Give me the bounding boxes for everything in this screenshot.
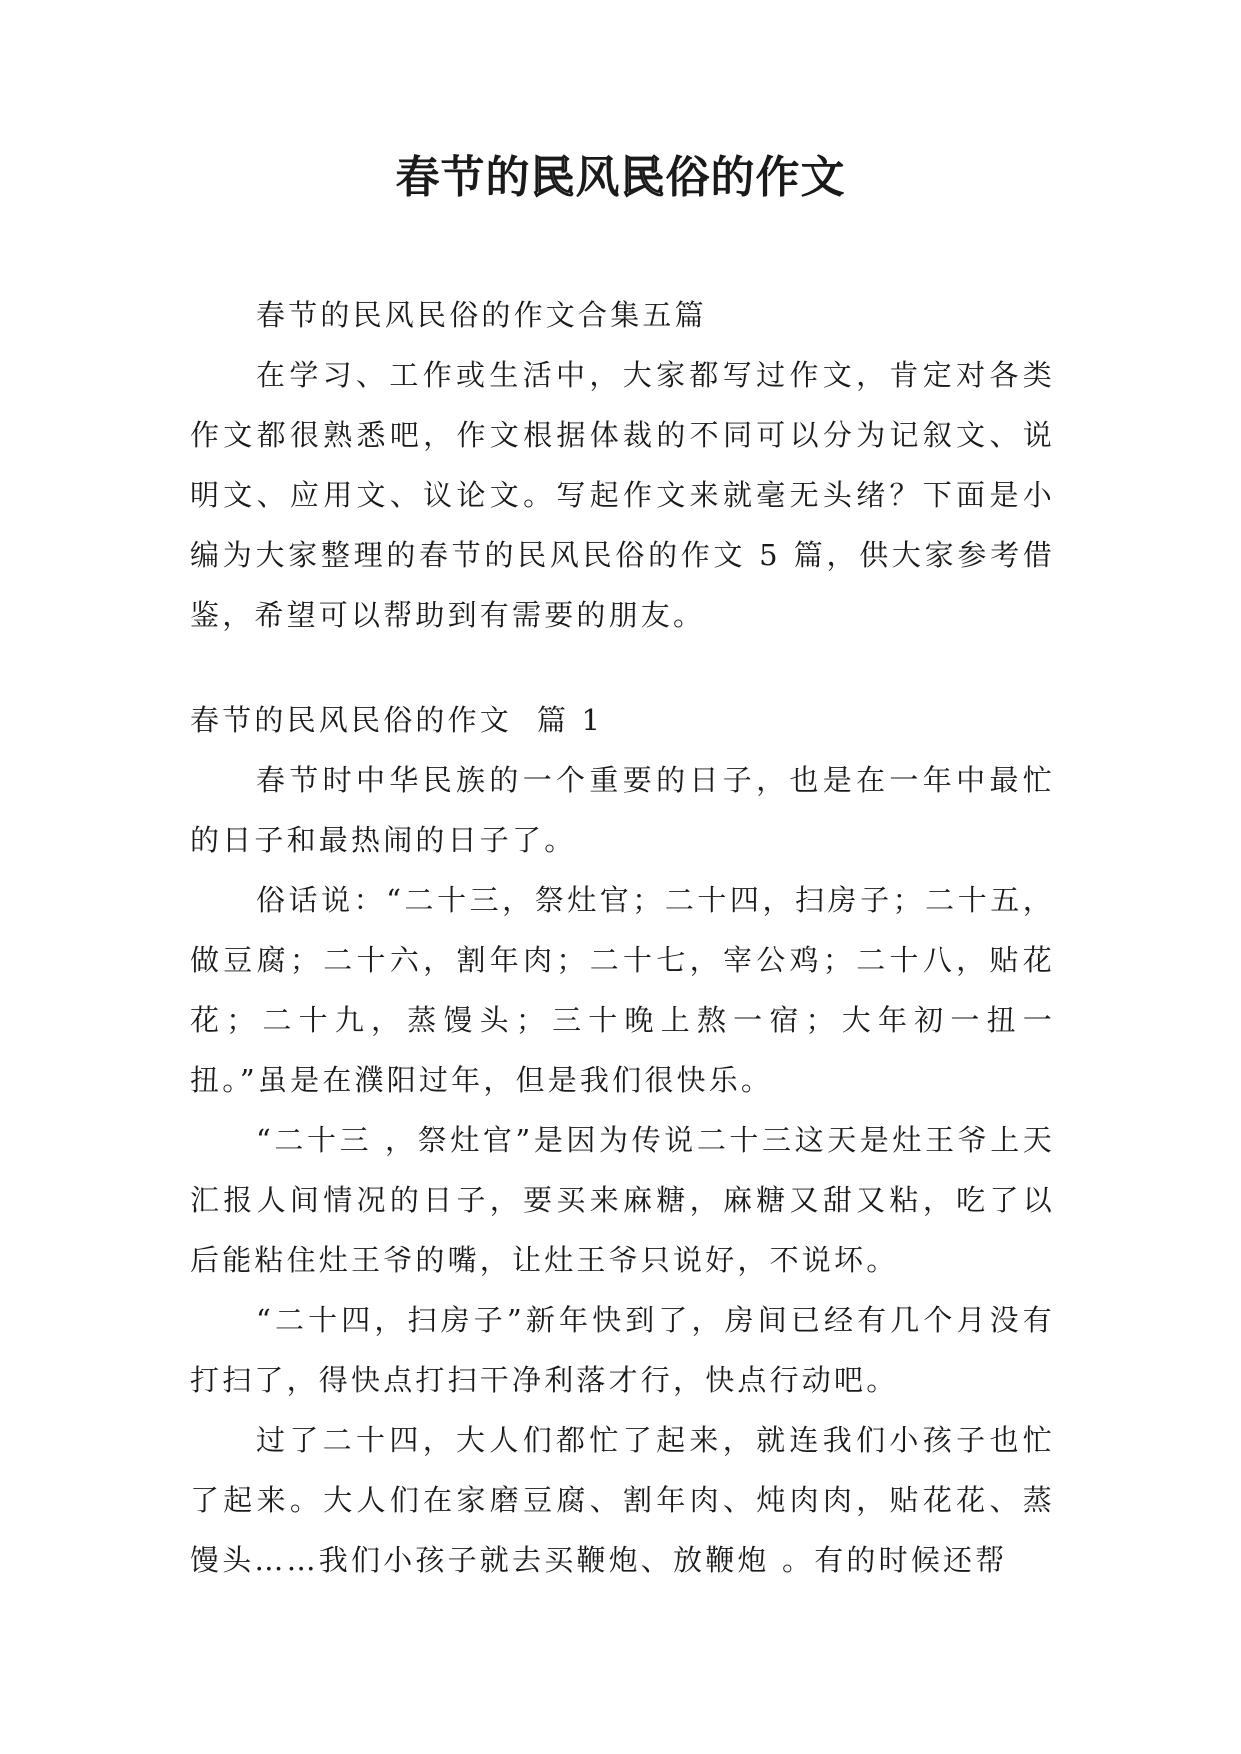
document-subtitle: 春节的民风民俗的作文合集五篇 xyxy=(256,298,707,332)
title-hollow-char-2: 民 xyxy=(620,152,666,203)
body-paragraph-2: 俗话说：“二十三，祭灶官；二十四，扫房子；二十五，做豆腐；二十六，割年肉；二十七，宰公鸡；二十八，贴花花；二十九，蒸馒头；三十晚上熬一宿；大年初一扭一扭。”虽是在濮阳过年，但是我们很快乐。 xyxy=(190,883,1055,1097)
title-hollow-char-1: 民 xyxy=(530,152,576,203)
document-title xyxy=(0,148,1241,208)
title-part-1: 春节的 xyxy=(395,152,531,203)
section-heading: 春节的民风民俗的作文 篇 1 xyxy=(190,703,604,737)
body-paragraph-5: 过了二十四，大人们都忙了起来，就连我们小孩子也忙了起来。大人们在家磨豆腐、割年肉、炖肉肉，贴花花、蒸馒头……我们小孩子就去买鞭炮、放鞭炮 。有的时候还帮 xyxy=(190,1423,1055,1577)
body-paragraph-3: “二十三 ，祭灶官”是因为传说二十三这天是灶王爷上天汇报人间情况的日子，要买来麻糖，麻糖又甜又粘，吃了以后能粘住灶王爷的嘴，让灶王爷只说好，不说坏。 xyxy=(190,1123,1055,1277)
intro-paragraph: 在学习、工作或生活中，大家都写过作文，肯定对各类作文都很熟悉吧，作文根据体裁的不同可以分为记叙文、说明文、应用文、议论文。写起作文来就毫无头绪？下面是小编为大家整理的春节的民风民俗的作文 5 篇，供大家参考借鉴，希望可以帮助到有需要的朋友。 xyxy=(190,358,1055,632)
title-part-3: 俗的作文 xyxy=(665,152,846,203)
body-paragraph-4: “二十四，扫房子”新年快到了，房间已经有几个月没有打扫了，得快点打扫干净利落才行，快点行动吧。 xyxy=(190,1303,1055,1397)
title-part-2: 风 xyxy=(575,152,621,203)
body-paragraph-1: 春节时中华民族的一个重要的日子，也是在一年中最忙的日子和最热闹的日子了。 xyxy=(190,763,1055,857)
